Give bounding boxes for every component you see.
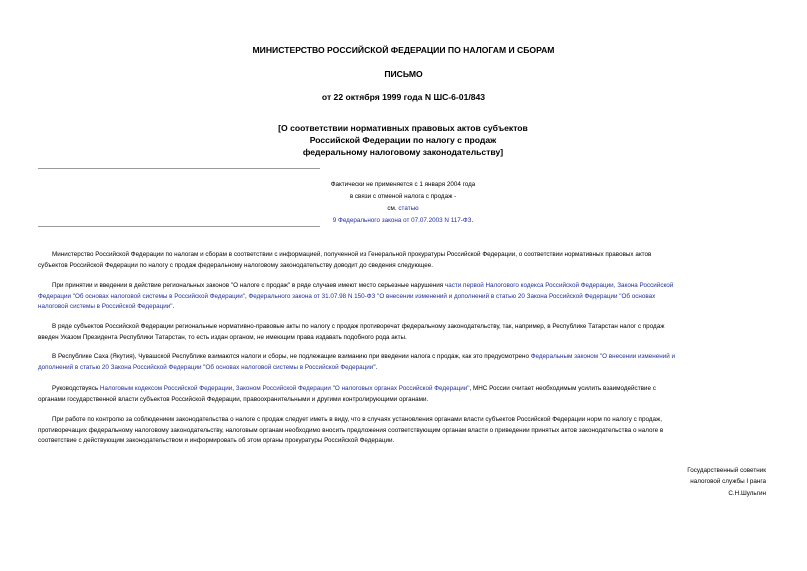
tax-system-basics-link[interactable]: Об основах налоговой системы в Российской Федерации: [205, 363, 374, 371]
signer-name: С.Н.Шульгин: [728, 489, 766, 497]
ministry-heading: МИНИСТЕРСТВО РОССИЙСКОЙ ФЕДЕРАЦИИ ПО НАЛОГАМ И СБОРАМ: [252, 45, 555, 55]
text-span: ,: [244, 292, 249, 300]
text-line: субъектов Российской Федерации по налогу с продаж федеральному налоговому законодательству доводит до сведения следующее.: [38, 261, 434, 269]
note-line: Фактически не применяется с 1 января 2004 года: [330, 181, 476, 188]
note-text: .: [471, 217, 474, 224]
text-line: [38, 281, 768, 292]
tax-system-law-link-cont[interactable]: налоговой системы в Российской Федерации": [38, 303, 173, 310]
text-line: введен Указом Президента Республики Татарстан, то есть издан органом, не имеющим права издавать подобного рода акты.: [38, 333, 407, 341]
text-line: [38, 302, 768, 313]
tax-system-law-link[interactable]: Федерации "Об основах налоговой системы в Российской Федерации": [38, 292, 245, 300]
signer-title: Государственный советник: [687, 467, 766, 474]
text-line: [38, 292, 768, 303]
text-line: противоречащих федеральному налоговому законодательству, налоговым органам необходимо вносить предложения соответствующим органам власти о приведении принятых актов законодательства о налоге в: [38, 426, 664, 434]
text-span: ": [201, 363, 206, 371]
text-span: Руководствуясь: [52, 385, 100, 392]
text-line: [38, 363, 768, 374]
tax-authorities-law-link[interactable]: Законом Российской Федерации "О налоговых органах Российской Федерации": [235, 385, 470, 392]
signature-block: [606, 465, 766, 499]
text-line: [38, 384, 768, 395]
tax-code-link-2[interactable]: Налоговым кодексом Российской Федерации: [99, 385, 233, 392]
text-line: В ряде субъектов Российской Федерации региональные нормативно-правовые акты по налогу с продаж противоречат федеральному законодательству, так, например, в Республике Татарстан налог с продаж: [52, 323, 665, 330]
federal-law-amendments-link[interactable]: Федеральным законом "О внесении изменений и: [530, 353, 675, 360]
signer-rank: налоговой службы I ранга: [690, 478, 766, 486]
paragraph-5: [38, 384, 768, 405]
divider-bottom: [38, 226, 320, 227]
text-line: [38, 352, 768, 363]
applicability-note: [300, 179, 506, 227]
divider-top: [38, 168, 320, 169]
document-date-number: от 22 октября 1999 года N ШС-6-01/843: [321, 92, 486, 102]
text-span: ".: [373, 363, 378, 371]
paragraph-2: [38, 281, 768, 313]
text-line: органами государственной власти субъектов Российской Федерации, правоохранительными и другими контролирующими органами.: [38, 395, 429, 403]
tax-code-link[interactable]: части первой Налогового кодекса Российской Федерации, Закона Российской: [444, 282, 674, 289]
text-span: При принятии и введении в действие региональных законов "О налоге с продаж" в ряде случаев имеют место серьезные нарушения: [52, 282, 445, 289]
federal-law-link[interactable]: 9 Федерального закона от 07.07.2003 N 117-ФЗ: [332, 217, 472, 224]
text-span: , МНС России считает необходимым усилить взаимодействие с: [469, 385, 656, 392]
title-line: [О соответствии нормативных правовых актов субъектов: [278, 123, 528, 133]
document-type: ПИСЬМО: [384, 69, 423, 79]
text-span: В Республике Саха (Якутия), Чувашской Республике взимаются налоги и сборы, не подлежащие взиманию при введении налога с продаж, как это предусмотрено: [52, 353, 531, 360]
federal-law-150-link[interactable]: Федерального закона от 31.07.98 N 150-ФЗ "О внесении изменений и дополнений в статью 20 Закона Российской Федерации "Об основах: [248, 292, 656, 300]
text-span: ,: [232, 385, 236, 392]
note-text: см.: [387, 205, 399, 212]
text-line: При работе по контролю за соблюдением законодательства о налоге с продаж следует иметь в виду, что в случаях установления органами власти субъектов Российской Федерации норм по налогу с продаж,: [52, 416, 662, 423]
article-20-link[interactable]: дополнений в статью 20 Закона Российской Федерации: [38, 363, 202, 371]
text-line: Министерство Российской Федерации по налогам и сборам в соответствии с информацией, полученной из Генеральной прокуратуры Российской Федерации, о соответствии нормативных правовых актов: [52, 251, 652, 258]
title-line: Российской Федерации по налогу с продаж: [309, 135, 497, 145]
text-span: .: [172, 303, 175, 310]
article-link[interactable]: статью: [398, 205, 419, 212]
text-line: соответствие с действующим законодательством и информировать об этом органы прокуратуры Российской Федерации.: [38, 437, 395, 444]
paragraph-1: [38, 250, 768, 271]
title-line: федеральному налоговому законодательству]: [302, 147, 504, 157]
note-line: [300, 215, 506, 227]
document-title: [150, 122, 656, 158]
paragraph-3: [38, 322, 768, 343]
note-line: в связи с отменой налога с продаж -: [349, 193, 457, 200]
note-line: [300, 203, 506, 215]
paragraph-6: [38, 415, 768, 447]
paragraph-4: [38, 352, 768, 373]
